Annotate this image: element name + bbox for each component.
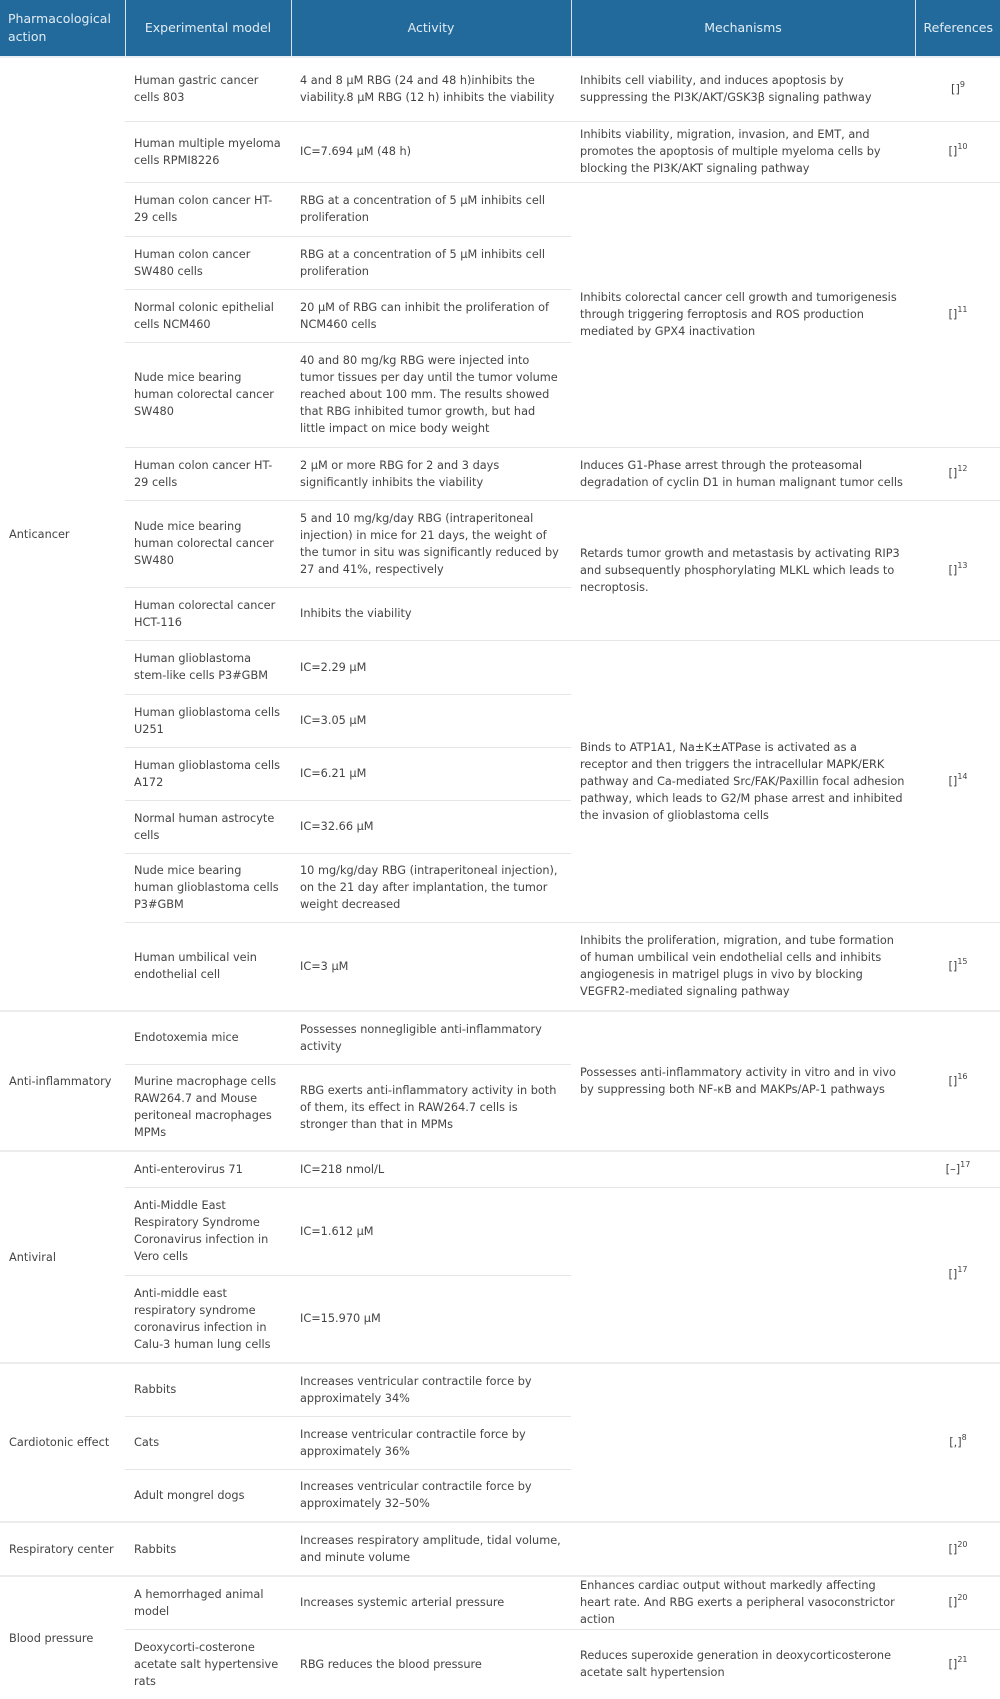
model-cell: Human glioblastoma cells A172 <box>125 747 291 800</box>
activity-cell: RBG at a concentration of 5 μM inhibits cell proliferation <box>291 182 571 236</box>
model-cell: Anti-Middle East Respiratory Syndrome Coronavirus infection in Vero cells <box>125 1187 291 1275</box>
mechanism-cell: Induces G1-Phase arrest through the proteasomal degradation of cyclin D1 in human malignant tumor cells <box>571 447 915 500</box>
mechanism-cell: Inhibits cell viability, and induces apoptosis by suppressing the PI3K/AKT/GSK3β signaling pathway <box>580 74 872 105</box>
header-pharmacological-action: Pharmacological action <box>0 0 125 57</box>
activity-cell: 5 and 10 mg/kg/day RBG (intraperitoneal injection) in mice for 21 days, the weight of the tumor in situ was significantly reduced by 27 and 41%, respectively <box>291 500 571 587</box>
mechanism-cell: Inhibits the proliferation, migration, and tube formation of human umbilical vein endothelial cells and inhibits angiogenesis in matrigel plugs in vivo by blocking VEGFR2-mediated signaling pathway <box>571 922 915 1011</box>
activity-cell: IC=218 nmol/L <box>291 1151 571 1187</box>
table-row <box>0 1151 1000 1187</box>
model-cell: A hemorrhaged animal model <box>125 1576 291 1629</box>
table-row <box>0 1522 1000 1576</box>
activity-cell: IC=3.05 μM <box>291 694 571 747</box>
activity-cell: IC=3 μM <box>291 922 571 1011</box>
table-row <box>0 1629 1000 1699</box>
action-cell: Blood pressure <box>0 1576 125 1699</box>
header-references: References <box>915 0 1000 57</box>
table-row <box>0 447 1000 500</box>
mechanism-cell <box>571 1151 915 1187</box>
reference-cell: []$^{11}$ <box>915 182 1000 447</box>
model-cell: Adult mongrel dogs <box>125 1469 291 1522</box>
header-mechanisms: Mechanisms <box>571 0 915 57</box>
reference-cell: []$^{14}$ <box>915 640 1000 922</box>
activity-cell: Increases systemic arterial pressure <box>291 1576 571 1629</box>
model-cell: Anti-enterovirus 71 <box>125 1151 291 1187</box>
mechanism-cell: Enhances cardiac output without markedly affecting heart rate. And RBG exerts a peripheral vasoconstrictor action <box>571 1576 915 1629</box>
model-cell: Human gastric cancer cells 803 <box>134 74 259 105</box>
mechanism-cell: Retards tumor growth and metastasis by activating RIP3 and subsequently phosphorylating MLKL which leads to necroptosis. <box>571 500 915 640</box>
reference-cell: $[-]^{17}$ <box>915 1151 1000 1187</box>
table-row <box>0 1363 1000 1416</box>
activity-cell: Inhibits the viability <box>291 587 571 640</box>
action-cell: Anticancer <box>9 527 70 541</box>
table-row <box>0 1187 1000 1275</box>
activity-cell: IC=32.66 μM <box>291 800 571 853</box>
table-row <box>0 182 1000 236</box>
model-cell: Cats <box>125 1416 291 1469</box>
action-cell: Cardiotonic effect <box>0 1363 125 1522</box>
activity-cell: 10 mg/kg/day RBG (intraperitoneal injection), on the 21 day after implantation, the tumor weight decreased <box>291 853 571 922</box>
activity-cell: Increase ventricular contractile force by approximately 36% <box>291 1416 571 1469</box>
model-cell: Anti-middle east respiratory syndrome coronavirus infection in Calu-3 human lung cells <box>125 1275 291 1363</box>
mechanism-cell <box>571 1363 915 1522</box>
header-experimental-model: Experimental model <box>125 0 291 57</box>
mechanism-cell: Inhibits colorectal cancer cell growth and tumorigenesis through triggering ferroptosis and ROS production mediated by GPX4 inactivation <box>571 182 915 447</box>
activity-cell: IC=7.694 μM (48 h) <box>291 121 571 182</box>
header-activity: Activity <box>291 0 571 57</box>
activity-cell: IC=15.970 μM <box>291 1275 571 1363</box>
model-cell: Human colon cancer SW480 cells <box>125 236 291 289</box>
reference-cell: []$^{20}$ <box>915 1522 1000 1576</box>
table-row <box>0 640 1000 694</box>
activity-cell: IC=1.612 μM <box>291 1187 571 1275</box>
model-cell: Nude mice bearing human colorectal cancer SW480 <box>125 500 291 587</box>
table-row <box>0 57 1000 121</box>
activity-cell: 20 μM of RBG can inhibit the proliferation of NCM460 cells <box>291 289 571 342</box>
activity-cell: RBG at a concentration of 5 μM inhibits cell proliferation <box>291 236 571 289</box>
table-row <box>0 121 1000 182</box>
reference-cell: []$^{12}$ <box>915 447 1000 500</box>
reference-cell: []$^{21}$ <box>915 1629 1000 1699</box>
reference-cell: [,]$^8$ <box>915 1363 1000 1522</box>
activity-cell: Increases respiratory amplitude, tidal volume, and minute volume <box>291 1522 571 1576</box>
table-header <box>0 0 1000 57</box>
activity-cell: Increases ventricular contractile force by approximately 34% <box>291 1363 571 1416</box>
mechanism-cell: Inhibits viability, migration, invasion, and EMT, and promotes the apoptosis of multiple myeloma cells by blocking the PI3K/AKT signaling pathway <box>571 121 915 182</box>
model-cell: Human glioblastoma stem-like cells P3#GBM <box>125 640 291 694</box>
mechanism-cell: Binds to ATP1A1, Na±K±ATPase is activated as a receptor and then triggers the intracellular MAPK/ERK pathway and Ca-mediated Src/FAK/Paxillin focal adhesion pathway, which leads to G2/M phase arrest and inhibited the invasion of glioblastoma cells <box>571 640 915 922</box>
model-cell: Endotoxemia mice <box>125 1011 291 1064</box>
action-cell: Anti-inflammatory <box>0 1011 125 1151</box>
model-cell: Human multiple myeloma cells RPMI8226 <box>125 121 291 182</box>
mechanism-cell <box>571 1187 915 1363</box>
activity-cell: 2 μM or more RBG for 2 and 3 days significantly inhibits the viability <box>291 447 571 500</box>
model-cell: Rabbits <box>125 1522 291 1576</box>
model-cell: Human colon cancer HT-29 cells <box>125 447 291 500</box>
table-row <box>0 1576 1000 1629</box>
activity-cell: 40 and 80 mg/kg RBG were injected into tumor tissues per day until the tumor volume reached about 100 mm. The results showed that RBG inhibited tumor growth, but had little impact on mice body weight <box>291 342 571 447</box>
mechanism-cell: Possesses anti-inflammatory activity in vitro and in vivo by suppressing both NF-κB and MAKPs/AP-1 pathways <box>571 1011 915 1151</box>
action-cell: Respiratory center <box>0 1522 125 1576</box>
mechanism-cell <box>571 1522 915 1576</box>
model-cell: Murine macrophage cells RAW264.7 and Mouse peritoneal macrophages MPMs <box>125 1064 291 1151</box>
reference-cell: []$^{16}$ <box>915 1011 1000 1151</box>
activity-cell: RBG exerts anti-inflammatory activity in both of them, its effect in RAW264.7 cells is stronger than that in MPMs <box>291 1064 571 1151</box>
model-cell: Nude mice bearing human glioblastoma cells P3#GBM <box>125 853 291 922</box>
reference-cell: []$^9$ <box>951 79 965 96</box>
model-cell: Human colorectal cancer HCT-116 <box>125 587 291 640</box>
model-cell: Nude mice bearing human colorectal cancer SW480 <box>125 342 291 447</box>
model-cell: Human umbilical vein endothelial cell <box>125 922 291 1011</box>
activity-cell: RBG reduces the blood pressure <box>291 1629 571 1699</box>
table-row <box>0 500 1000 587</box>
table-row <box>0 922 1000 1011</box>
activity-cell: IC=2.29 μM <box>291 640 571 694</box>
activity-cell: Possesses nonnegligible anti-inflammatory activity <box>291 1011 571 1064</box>
reference-cell: []$^{10}$ <box>915 121 1000 182</box>
activity-cell: Increases ventricular contractile force by approximately 32–50% <box>291 1469 571 1522</box>
model-cell: Human glioblastoma cells U251 <box>125 694 291 747</box>
model-cell: Rabbits <box>125 1363 291 1416</box>
model-cell: Normal colonic epithelial cells NCM460 <box>125 289 291 342</box>
model-cell: Normal human astrocyte cells <box>125 800 291 853</box>
model-cell: Human colon cancer HT-29 cells <box>125 182 291 236</box>
reference-cell: []$^{15}$ <box>915 922 1000 1011</box>
reference-cell: []$^{13}$ <box>915 500 1000 640</box>
model-cell: Deoxycorti-costerone acetate salt hypertensive rats <box>125 1629 291 1699</box>
activity-cell: IC=6.21 μM <box>291 747 571 800</box>
mechanism-cell: Reduces superoxide generation in deoxycorticosterone acetate salt hypertension <box>571 1629 915 1699</box>
activity-cell: 4 and 8 μM RBG (24 and 48 h)inhibits the viability.8 μM RBG (12 h) inhibits the viability <box>300 74 555 105</box>
reference-cell: []$^{20}$ <box>915 1576 1000 1629</box>
table-row <box>0 1011 1000 1064</box>
reference-cell: []$^{17}$ <box>915 1187 1000 1363</box>
action-cell: Antiviral <box>0 1151 125 1363</box>
